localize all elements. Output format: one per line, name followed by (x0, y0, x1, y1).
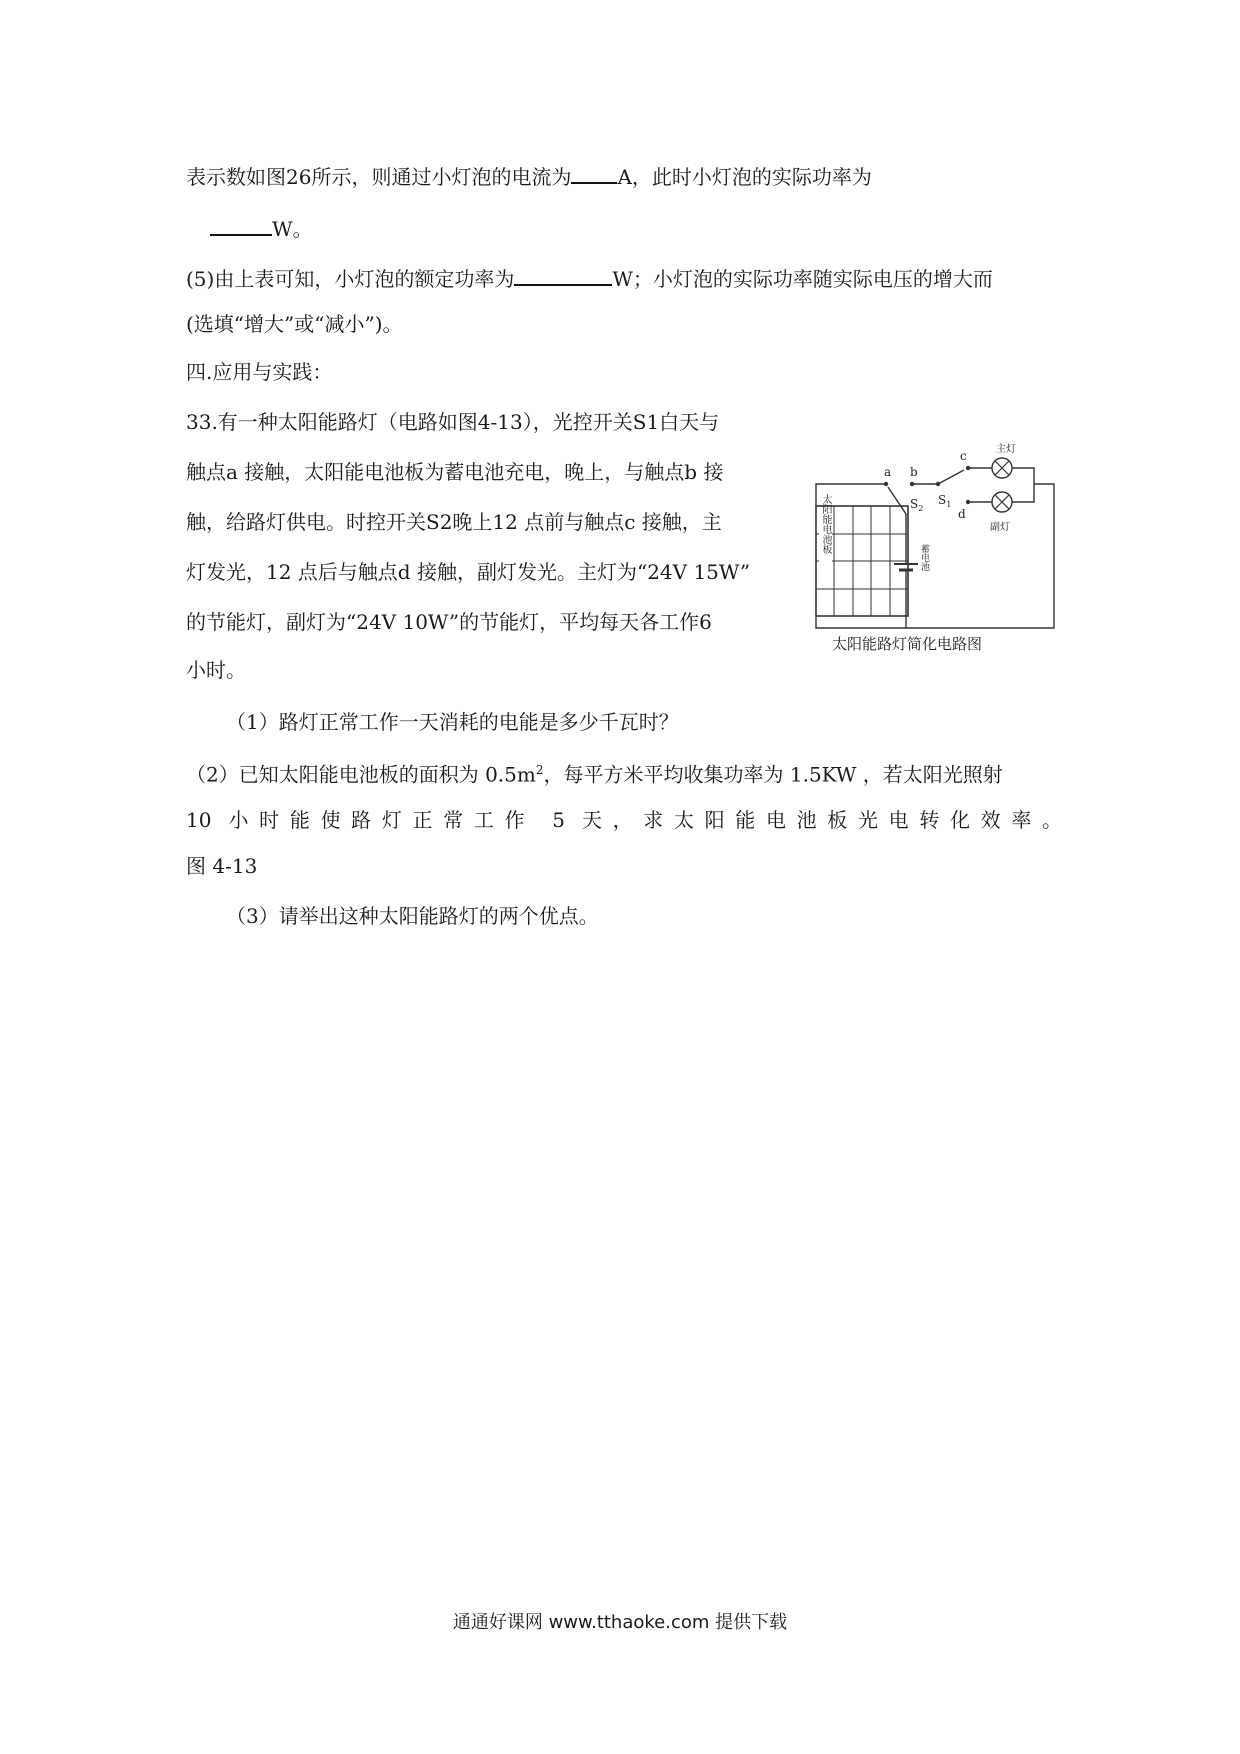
main-lamp-label: 主灯 (996, 444, 1016, 455)
answer-blank-power[interactable] (210, 212, 272, 236)
circuit-figure (798, 440, 1066, 640)
circuit-diagram (798, 440, 1066, 640)
q33-line-4: 灯发光，12 点后与触点d 接触，副灯发光。主灯为“24V 15W” (186, 560, 751, 584)
switch-s1-label: $S_1$ (938, 493, 952, 509)
contact-b-label: b (910, 465, 918, 479)
q33-line-1: 33.有一种太阳能路灯（电路如图4-13），光控开关S1白天与 (186, 410, 720, 434)
sub2-superscript: 2 (535, 763, 544, 777)
panel-label: 太阳能电池板 (820, 494, 831, 554)
text-line-4: (选填“增大”或“减小”)。 (186, 312, 403, 336)
answer-blank-rated-power[interactable] (514, 262, 612, 286)
switch-s2-label: $S_2$ (910, 497, 924, 513)
sub-question-2-line-1 (186, 756, 1003, 789)
sub2-pre: （2）已知太阳能电池板的面积为 0.5m (186, 762, 536, 787)
l3-pre: (5)由上表可知，小灯泡的额定功率为 (186, 267, 515, 291)
contact-a-label: a (884, 465, 892, 479)
page-footer: 通通好课网 www.tthaoke.com 提供下载 (452, 1612, 788, 1633)
answer-blank-current[interactable] (571, 160, 617, 184)
l2-post: W。 (272, 217, 313, 241)
text-line-3 (186, 262, 993, 293)
q33-line-5: 的节能灯，副灯为“24V 10W”的节能灯，平均每天各工作6 (186, 610, 712, 634)
q33-line-6: 小时。 (186, 658, 246, 682)
battery-label: 蓄电池 (919, 544, 929, 571)
text-line-1 (186, 160, 872, 191)
section-heading: 四.应用与实践： (186, 360, 333, 384)
l3-post: W；小灯泡的实际功率随实际电压的增大而 (612, 267, 993, 291)
sub-question-2-line-2 (186, 806, 1062, 834)
solar-panel (816, 493, 908, 616)
sub-question-3: （3）请举出这种太阳能路灯的两个优点。 (226, 904, 599, 928)
text-line-2 (210, 212, 313, 243)
contact-c-label: c (960, 449, 967, 463)
l1-mid: A，此时小灯泡的实际功率为 (617, 165, 872, 189)
figure-caption: 太阳能路灯简化电路图 (832, 635, 983, 653)
l1-pre: 表示数如图26所示，则通过小灯泡的电流为 (186, 165, 572, 189)
sub-lamp-label: 副灯 (990, 522, 1010, 533)
q33-line-3: 触，给路灯供电。时控开关S2晚上12 点前与触点c 接触，主 (186, 510, 722, 534)
sub2-post: ，每平方米平均收集功率为 1.5KW ，若太阳光照射 (543, 762, 1003, 787)
contact-d-label: d (958, 507, 966, 521)
sub2-line2-text: 10 小时能使路灯正常工作 5 天，求太阳能电池板光电转化效率。 (186, 808, 1062, 832)
q33-line-2: 触点a 接触，太阳能电池板为蓄电池充电，晚上，与触点b 接 (186, 460, 724, 484)
sub-question-1: （1）路灯正常工作一天消耗的电能是多少千瓦时？ (226, 710, 679, 734)
figure-reference: 图 4-13 (186, 854, 258, 878)
